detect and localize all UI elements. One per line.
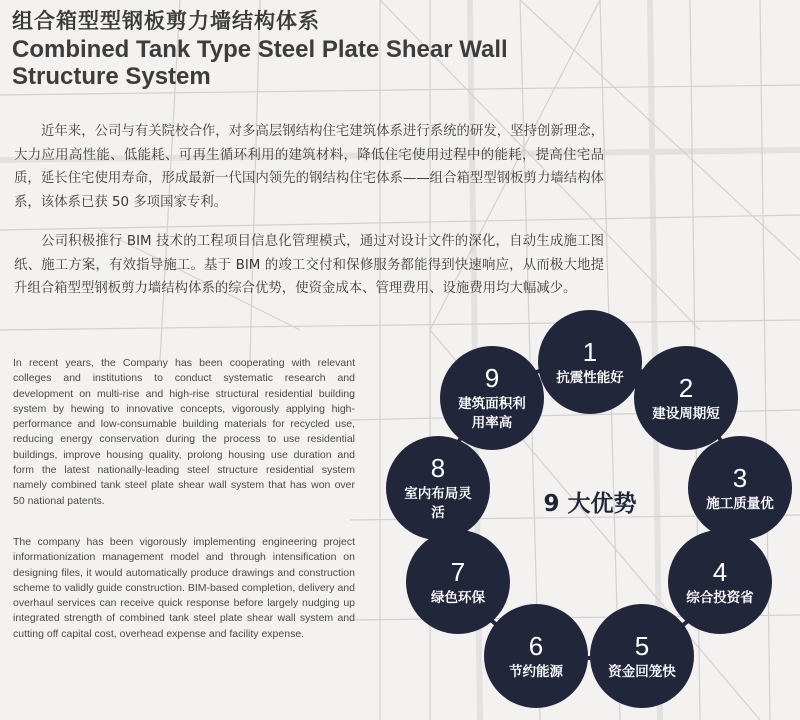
advantage-node-2	[634, 346, 738, 450]
advantage-node-6	[484, 604, 588, 708]
advantage-number: 1	[582, 336, 598, 367]
advantages-center-label: 9 大优势	[543, 491, 637, 517]
advantage-number: 4	[712, 556, 728, 587]
advantage-label: 施工质量优	[706, 495, 774, 512]
intro-paragraph-cn-2	[14, 230, 604, 301]
advantage-node-9	[440, 346, 544, 450]
advantage-number: 7	[450, 556, 466, 587]
advantage-label: 室内布局灵活	[404, 486, 472, 521]
advantage-number: 5	[634, 630, 650, 661]
advantage-number: 8	[430, 453, 446, 483]
nine-advantages-diagram	[380, 300, 800, 720]
advantage-node-7	[406, 530, 510, 634]
advantage-node-4	[668, 530, 772, 634]
advantage-node-8	[386, 436, 490, 540]
advantage-label: 综合投资省	[686, 589, 754, 606]
advantage-number: 9	[484, 363, 500, 393]
advantage-number: 2	[678, 372, 694, 403]
advantage-number: 3	[732, 462, 748, 493]
advantage-label: 建筑面积利用率高	[458, 396, 526, 431]
intro-text-cn-1: 近年来，公司与有关院校合作，对多高层钢结构住宅建筑体系进行系统的研发，坚持创新理念，大力应用高性能、低能耗、可再生循环利用的建筑材料，降低住宅使用过程中的能耗，提高住宅品质，延长住宅使用寿命，形成最新一代国内领先的钢结构住宅体系——组合箱型型钢板剪力墙结构体系，该体系已获 50 多项国家专利。	[14, 124, 604, 210]
page-title-chinese: 组合箱型型钢板剪力墙结构体系	[12, 10, 320, 33]
advantage-label: 建设周期短	[652, 405, 720, 422]
advantage-label: 抗震性能好	[556, 369, 624, 386]
advantage-node-1	[538, 310, 642, 414]
intro-paragraph-en-1	[13, 356, 355, 509]
advantage-node-3	[688, 436, 792, 540]
advantage-label: 节约能源	[509, 663, 563, 680]
intro-text-cn-2: 公司积极推行 BIM 技术的工程项目信息化管理模式，通过对设计文件的深化，自动生成施工图纸、施工方案，有效指导施工。基于 BIM 的竣工交付和保修服务都能得到快速响应，从而极大地提升组合箱型型钢板剪力墙结构体系的综合优势，使资金成本、管理费用、设施费用均大幅减少。	[14, 234, 604, 296]
intro-paragraph-cn-1	[14, 120, 604, 214]
advantage-label: 绿色环保	[431, 589, 485, 606]
intro-paragraph-en-2	[13, 535, 355, 642]
intro-text-en-1: In recent years, the Company has been cooperating with relevant colleges and institutions to conduct systematic research and development on multi-rise and high-rise structural residential building system by hewing to innovative concepts, vigorously applying high-performance and low-consumable building materials for recycled use, reducing energy conservation during the process to use residential buildings, improve housing quality, prolong housing use duration and form the latest nationally-leading steel structure residential system namely combined tank steel plate shear wall system that has won over 50 national patents.	[13, 357, 355, 507]
advantage-node-5	[590, 604, 694, 708]
page-title-english: Combined Tank Type Steel Plate Shear Wall Structure System	[12, 36, 508, 90]
advantage-label: 资金回笼快	[608, 663, 676, 680]
intro-text-en-2: The company has been vigorously implementing engineering project informationization management model and through intensification on designing files, it would automatically produce drawings and construction scheme to validly guide construction. BIM-based completion, delivery and overhaul services can receive quick response before largely nudging up integrated strength of combined tank steel plate shear wall system and cutting off capital cost, overhead expense and facility expense.	[13, 536, 355, 640]
advantage-number: 6	[528, 630, 544, 661]
